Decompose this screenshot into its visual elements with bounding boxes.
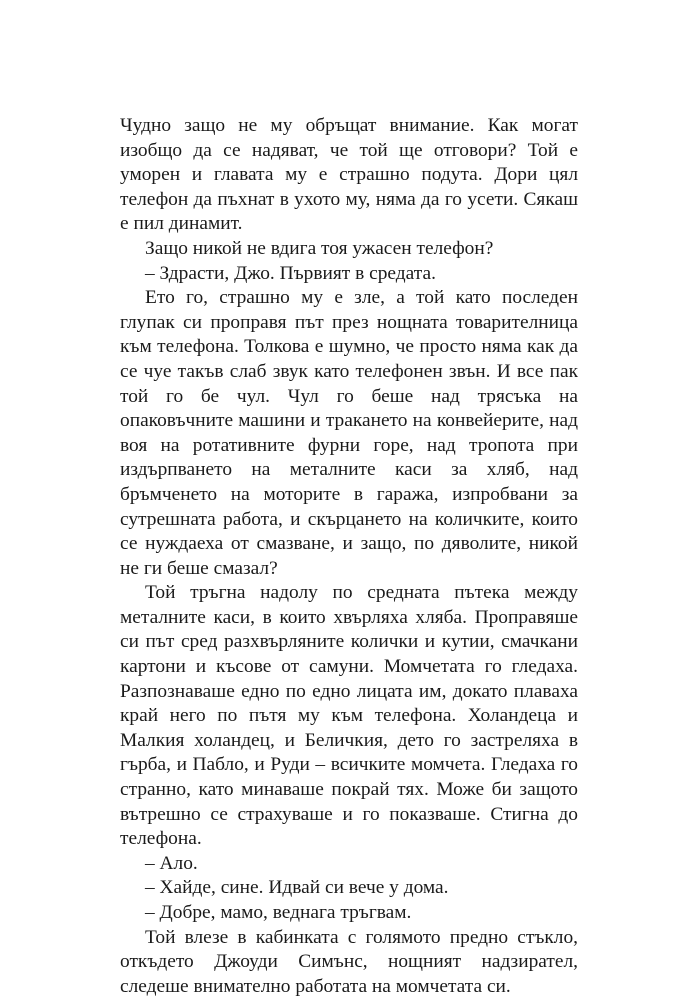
- page-text: [120, 114, 578, 999]
- paragraph: – Здрасти, Джо. Първият в средата.: [145, 262, 436, 284]
- paragraph: Той тръгна надолу по средната пътека между металните каси, в които хвърляха хляба. Проправяше си път сред разхвърляните колички и кутии, смачкани картони и късове от самуни. Момчетата го гледаха. Разпознаваше едно по едно лицата им, докато плаваха край него по пътя му към телефона. Холандеца и Малкия холандец, и Беличкия, дето го застреляха в гърба, и Пабло, и Руди – всичките момчета. Гледаха го странно, като минаваше покрай тях. Може би защото вътрешно се страхуваше и го показваше. Стигна до телефона.: [120, 582, 578, 850]
- paragraph: Ето го, страшно му е зле, а той като последен глупак си проправя път през нощната товарителница към телефона. Толкова е шумно, че просто няма как да се чуе такъв слаб звук като телефонен звън. И все пак той го бе чул. Чул го беше над трясъка на опаковъчните машини и тракането на конвейерите, над воя на ротативните фурни горе, над тропота при издърпването на металните каси за хляб, над бръмченето на моторите в гаража, изпробвани за сутрешната работа, и скърцането на количките, които се нуждаеха от смазване, и защо, по дяволите, никой не ги беше смазал?: [120, 287, 578, 579]
- paragraph: – Добре, мамо, веднага тръгвам.: [145, 902, 412, 923]
- paragraph: – Ало.: [145, 852, 198, 874]
- paragraph: Чудно защо не му обръщат внимание. Как могат изобщо да се надяват, че той ще отговори? Той е уморен и главата му е страшно подута. Дори цял телефон да пъхнат в ухото му, няма да го усети. Сякаш е пил динамит.: [120, 115, 578, 235]
- paragraph: Защо никой не вдига тоя ужасен телефон?: [145, 237, 494, 259]
- paragraph: – Хайде, сине. Идвай си вече у дома.: [145, 877, 449, 899]
- paragraph: Той влезе в кабинката с голямото предно стъкло, откъдето Джоуди Симънс, нощният надзирател, следеше внимателно работата на момчетата си.: [120, 926, 578, 997]
